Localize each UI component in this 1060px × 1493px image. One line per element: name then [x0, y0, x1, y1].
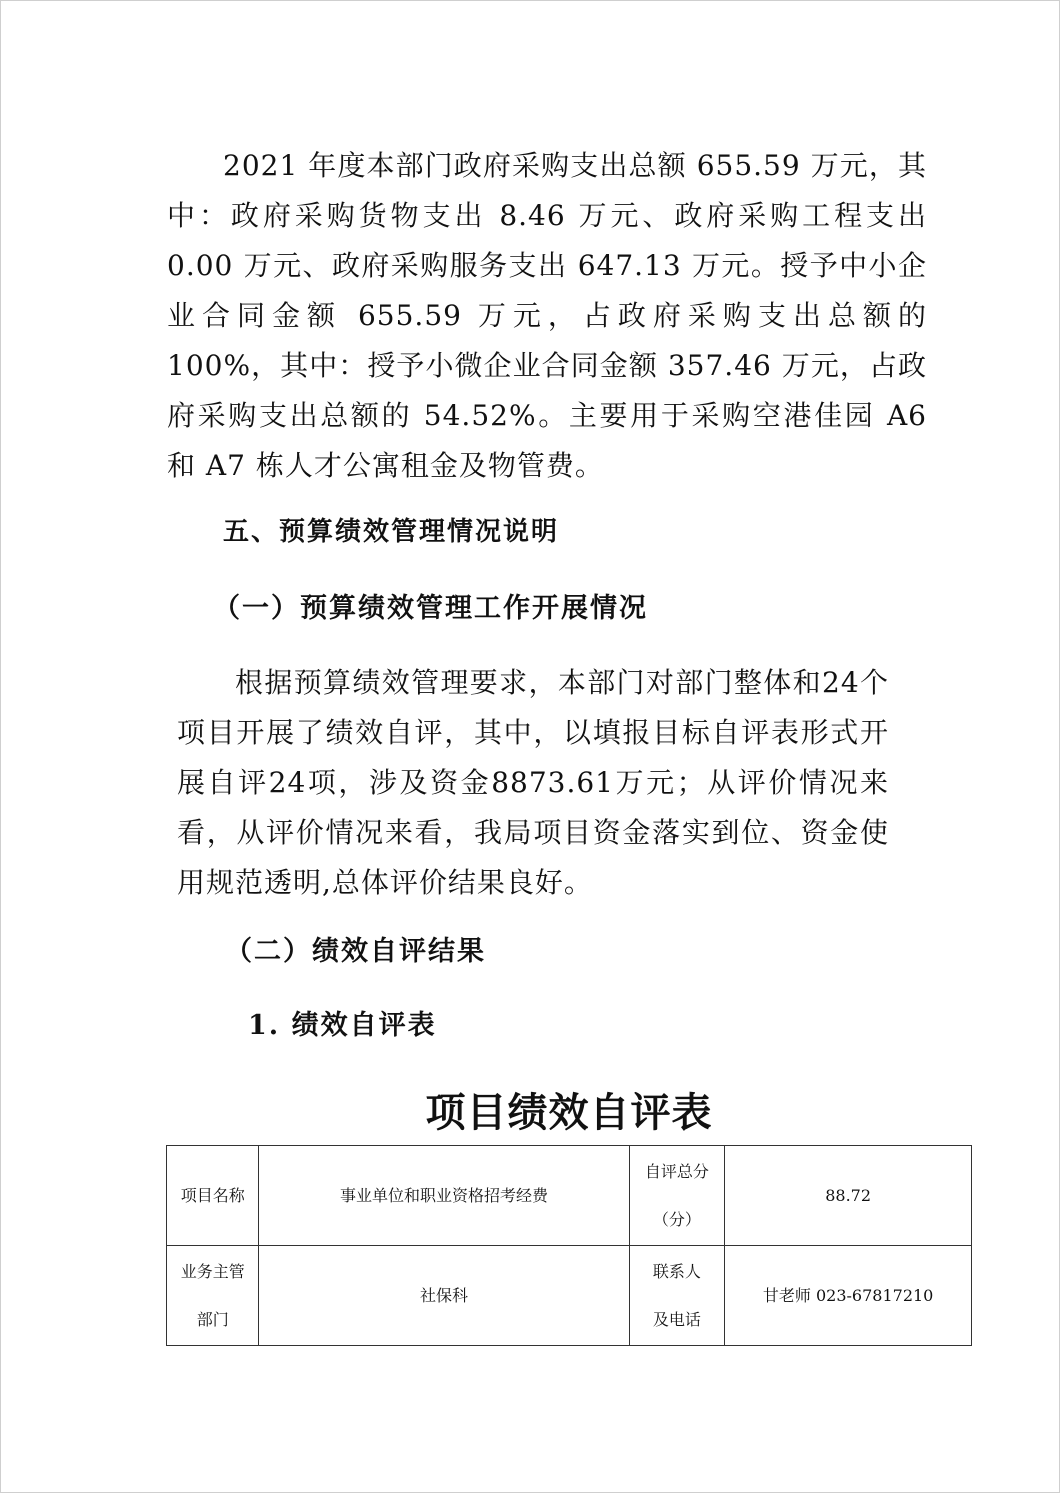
contact-value: 甘老师 023-67817210: [725, 1246, 972, 1346]
label-self-score-line2: （分）: [652, 1209, 701, 1229]
label-self-score: [629, 1146, 725, 1246]
label-project-name: 项目名称: [167, 1146, 259, 1246]
table-row: [167, 1146, 972, 1246]
self-score-value: 88.72: [725, 1146, 972, 1246]
subheading-self-eval-results: （二）绩效自评结果: [225, 936, 486, 967]
self-evaluation-table: [166, 1145, 972, 1346]
department-value: 社保科: [259, 1246, 629, 1346]
label-department-line1: 业务主管: [180, 1261, 245, 1281]
subheading-work-status: （一）预算绩效管理工作开展情况: [213, 593, 648, 624]
performance-paragraph: 根据预算绩效管理要求，本部门对部门整体和24个项目开展了绩效自评，其中，以填报目标自评表形式开展自评24项，涉及资金8873.61万元；从评价情况来看，从评价情况来看，我局项目资金落实到位、资金使用规范透明,总体评价结果良好。: [177, 666, 889, 899]
label-self-score-line1: 自评总分: [644, 1161, 709, 1181]
procurement-paragraph: 2021 年度本部门政府采购支出总额 655.59 万元，其中：政府采购货物支出 8.46 万元、政府采购工程支出 0.00 万元、政府采购服务支出 647.13 万元。授予中小企业合同金额 655.59 万元，占政府采购支出总额的 100%，其中：授予小微企业合同金额 357.46 万元，占政府采购支出总额的 54.52%。主要用于采购空港佳园 A6 和 A7 栋人才公寓租金及物管费。: [167, 149, 927, 482]
table-row: [167, 1246, 972, 1346]
label-contact-line1: 联系人: [652, 1261, 701, 1281]
table-title: 项目绩效自评表: [425, 1089, 713, 1136]
label-contact: [629, 1246, 725, 1346]
project-name-value: 事业单位和职业资格招考经费: [259, 1146, 629, 1246]
label-department-line2: 部门: [196, 1309, 229, 1329]
item-heading-eval-table: 1. 绩效自评表: [248, 1010, 437, 1041]
label-department: [167, 1246, 259, 1346]
section-heading: 五、预算绩效管理情况说明: [223, 517, 560, 547]
label-contact-line2: 及电话: [652, 1309, 701, 1329]
